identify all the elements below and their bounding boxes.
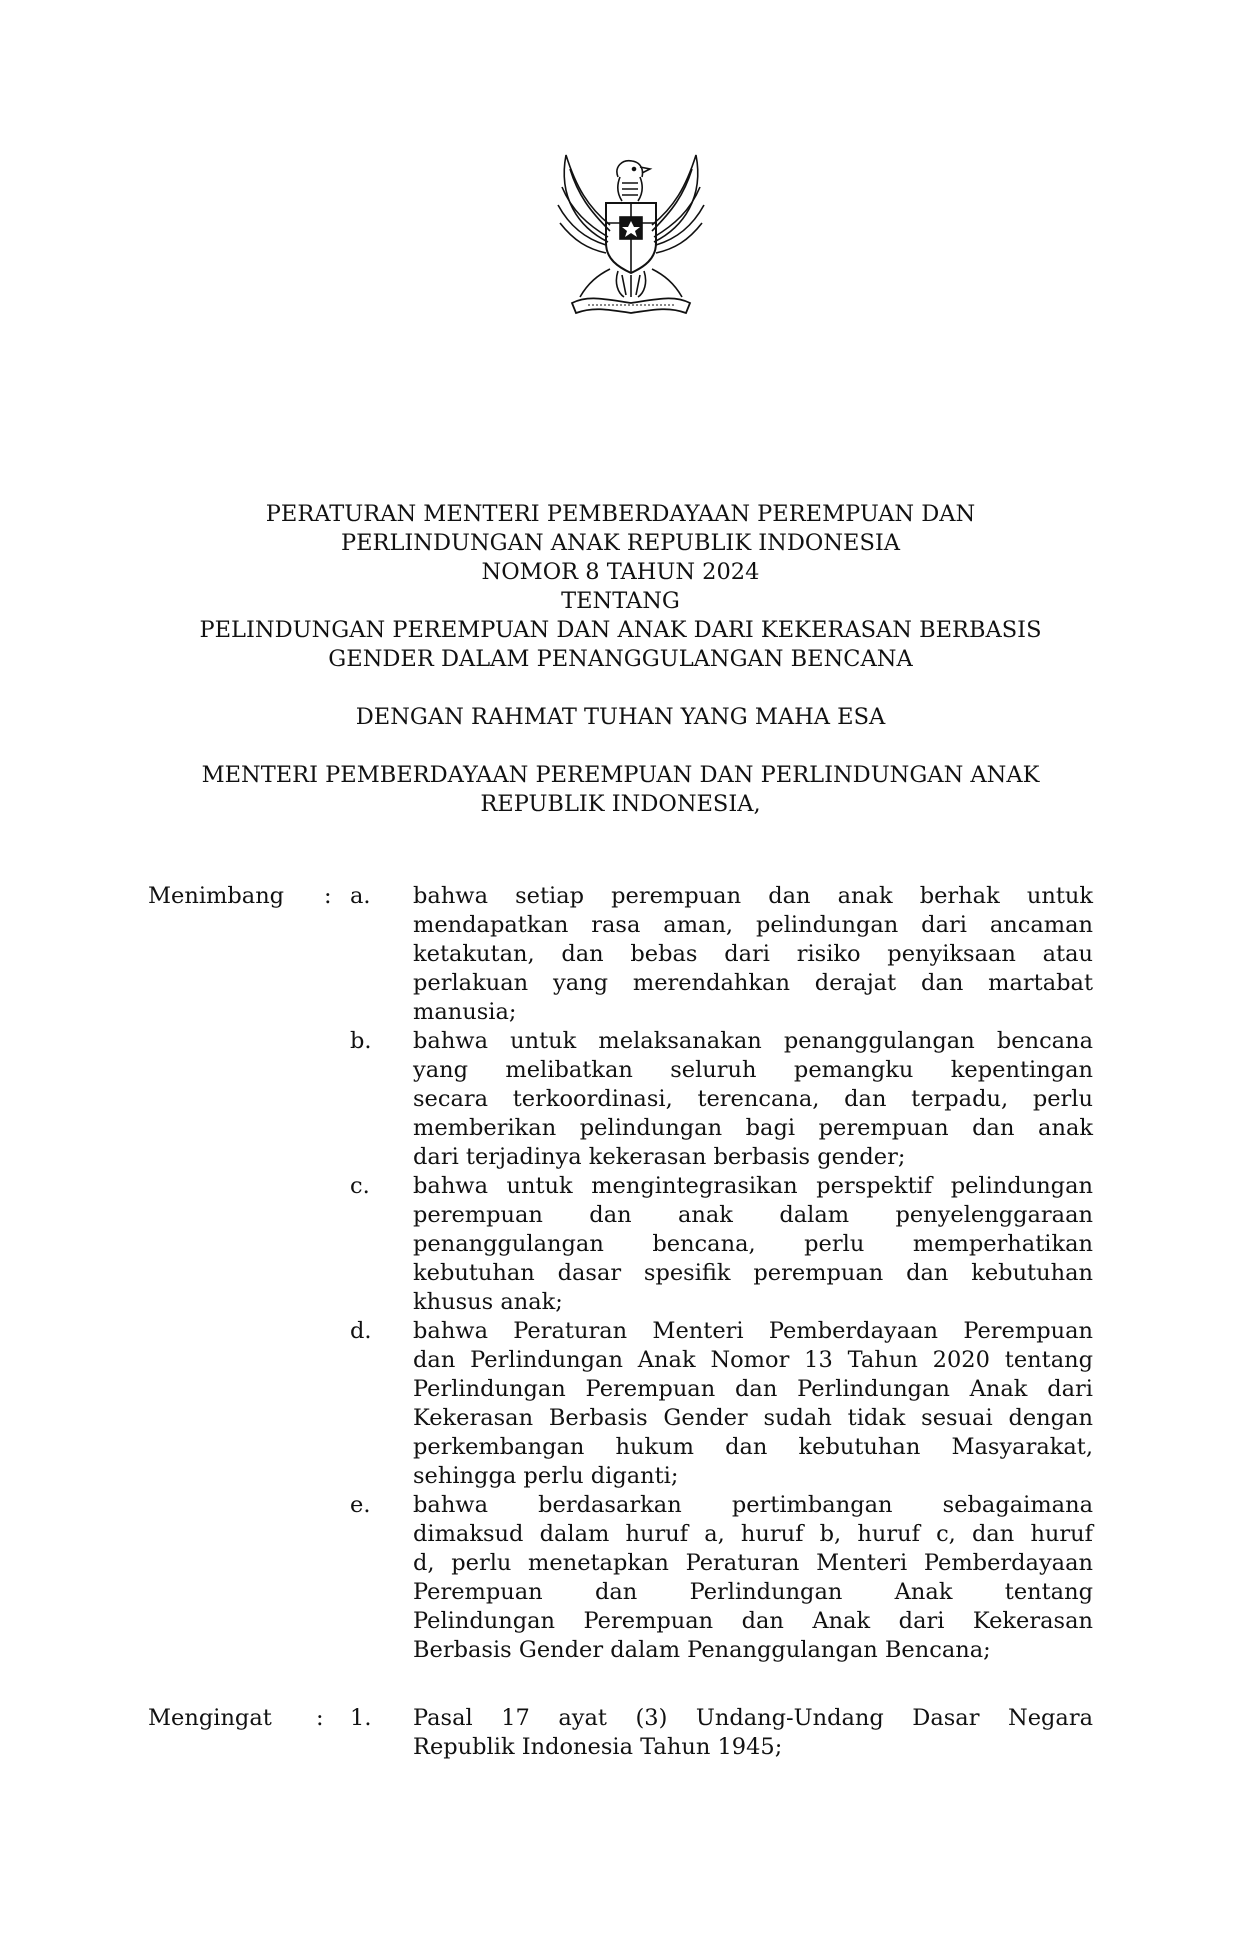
item-marker: a. <box>350 883 371 909</box>
item-marker: b. <box>350 1028 372 1054</box>
item-marker: c. <box>350 1173 370 1199</box>
item-text: Pasal 17 ayat (3) Undang-Undang Dasar Negara Republik Indonesia Tahun 1945; <box>413 1705 1093 1760</box>
minister-line-2: REPUBLIK INDONESIA, <box>480 791 761 817</box>
consideration-item-d <box>148 1317 1093 1491</box>
item-text: bahwa berdasarkan pertimbangan sebagaimana dimaksud dalam huruf a, huruf b, huruf c, dan huruf d, perlu menetapkan Peraturan Menteri Pemberdayaan Perempuan dan Perlindungan Anak tentang Pelindungan Perempuan dan Anak dari Kekerasan Berbasis Gender dalam Penanggulangan Bencana; <box>413 1492 1093 1663</box>
menimbang-label: Menimbang <box>148 883 285 909</box>
mengingat-label: Mengingat <box>148 1705 272 1731</box>
consideration-item-e <box>148 1491 1093 1665</box>
item-marker: e. <box>350 1492 371 1518</box>
blessing-line: DENGAN RAHMAT TUHAN YANG MAHA ESA <box>355 704 886 730</box>
title-line-2: PERLINDUNGAN ANAK REPUBLIK INDONESIA <box>340 530 901 556</box>
mengingat-section <box>148 1704 1093 1762</box>
item-marker: 1. <box>350 1705 372 1731</box>
title-block <box>0 500 1241 819</box>
subject-line-2: GENDER DALAM PENANGGULANGAN BENCANA <box>328 646 913 672</box>
minister-line-1: MENTERI PEMBERDAYAAN PEREMPUAN DAN PERLINDUNGAN ANAK <box>201 762 1040 788</box>
tentang-label: TENTANG <box>561 588 680 614</box>
item-text: bahwa untuk mengintegrasikan perspektif pelindungan perempuan dan anak dalam penyelenggaraan penanggulangan bencana, perlu memperhatikan kebutuhan dasar spesifik perempuan dan kebutuhan khusus anak; <box>413 1173 1093 1315</box>
garuda-pancasila-emblem <box>548 147 714 323</box>
menimbang-colon: : <box>324 883 332 909</box>
subject-line-1: PELINDUNGAN PEREMPUAN DAN ANAK DARI KEKERASAN BERBASIS <box>199 617 1042 643</box>
legal-basis-item-1 <box>148 1704 1093 1762</box>
title-line-1: PERATURAN MENTERI PEMBERDAYAAN PEREMPUAN DAN <box>265 501 976 527</box>
mengingat-colon: : <box>316 1705 324 1731</box>
item-text: bahwa untuk melaksanakan penanggulangan bencana yang melibatkan seluruh pemangku kepentingan secara terkoordinasi, terencana, dan terpadu, perlu memberikan pelindungan bagi perempuan dan anak dari terjadinya kekerasan berbasis gender; <box>413 1028 1093 1170</box>
consideration-item-a <box>148 882 1093 1027</box>
regulation-number: NOMOR 8 TAHUN 2024 <box>481 559 760 585</box>
consideration-item-c <box>148 1172 1093 1317</box>
item-text: bahwa setiap perempuan dan anak berhak untuk mendapatkan rasa aman, pelindungan dari ancaman ketakutan, dan bebas dari risiko penyiksaan atau perlakuan yang merendahkan derajat dan martabat manusia; <box>413 883 1093 1025</box>
item-marker: d. <box>350 1318 372 1344</box>
consideration-item-b <box>148 1027 1093 1172</box>
item-text: bahwa Peraturan Menteri Pemberdayaan Perempuan dan Perlindungan Anak Nomor 13 Tahun 2020 tentang Perlindungan Perempuan dan Perlindungan Anak dari Kekerasan Berbasis Gender sudah tidak sesuai dengan perkembangan hukum dan kebutuhan Masyarakat, sehingga perlu diganti; <box>413 1318 1093 1489</box>
menimbang-section <box>148 882 1093 1665</box>
